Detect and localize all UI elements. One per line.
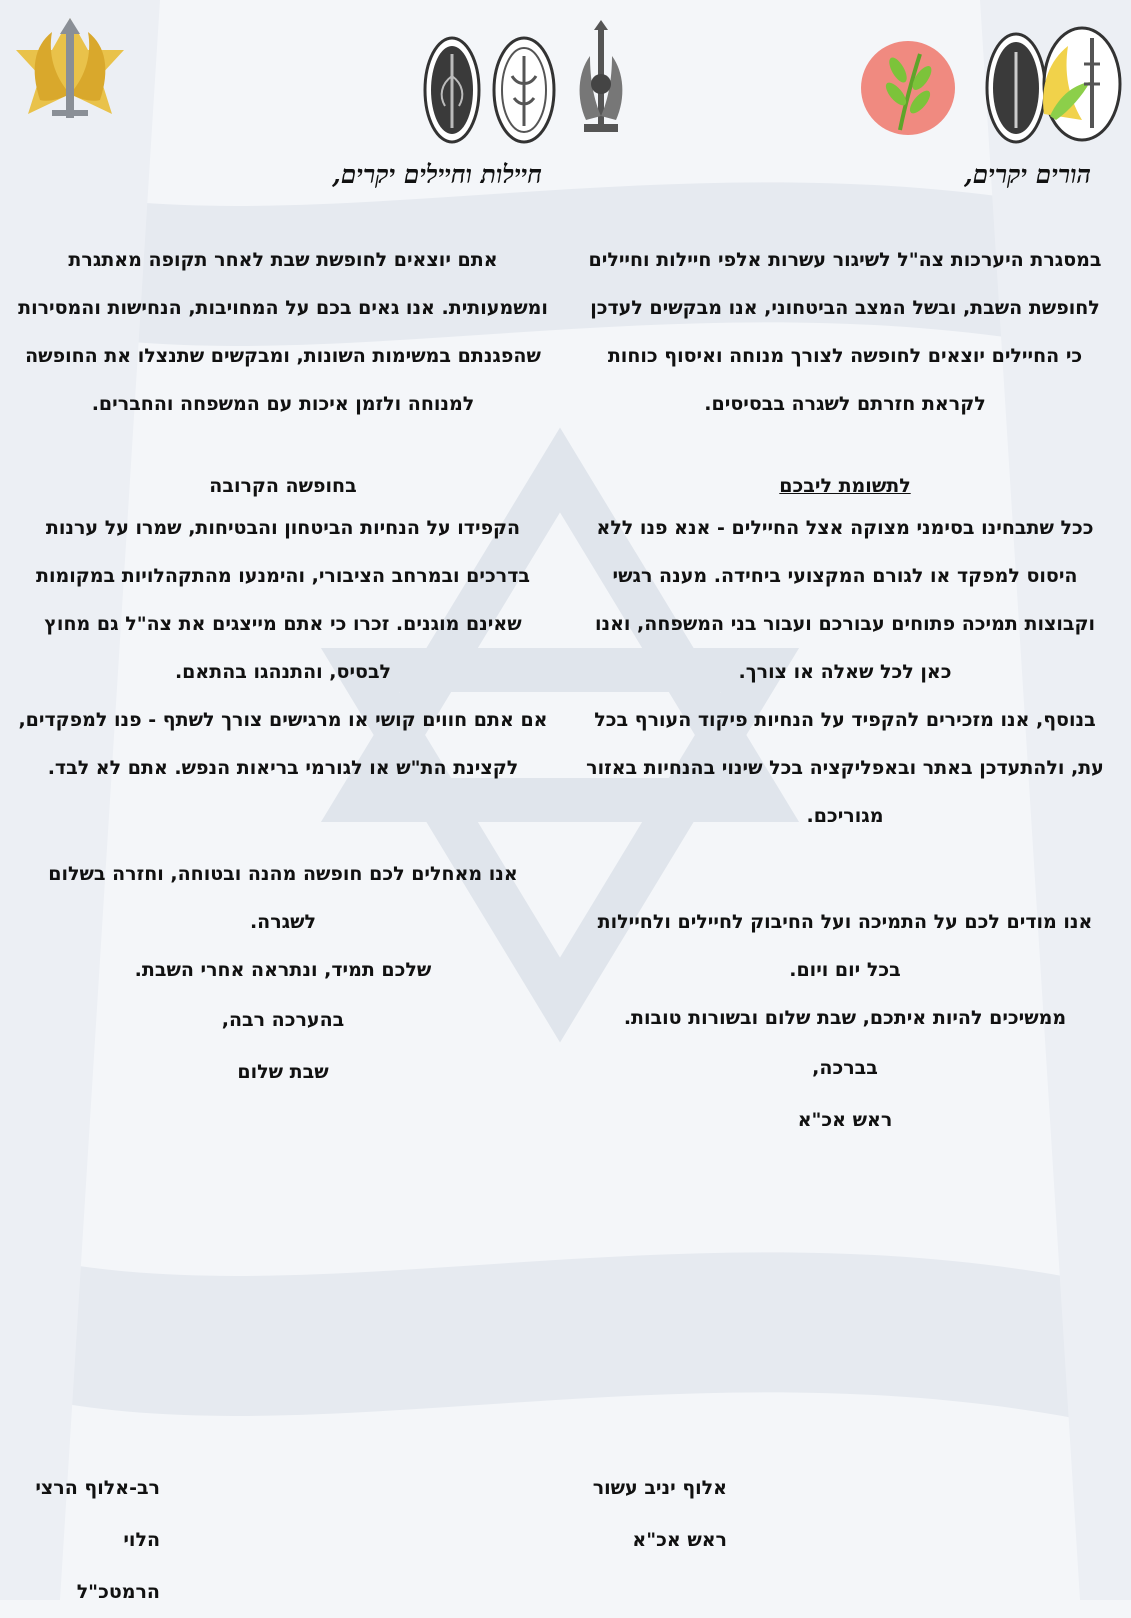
right-letter-sign-line2: ראש אכ"א [797,1109,893,1131]
left-letter-closing2: שלכם תמיד, ונתראה אחרי השבת. [134,959,432,981]
left-letter-sign-line1: בהערכה רבה, [221,1009,345,1031]
left-letter-closing1: אנו מאחלים לכם חופשה מהנה ובטוחה, וחזרה בשלום לשגרה. [48,863,518,933]
idf-emblem-icon [0,10,140,145]
right-letter-intro: במסגרת היערכות צה"ל לשיגור עשרות אלפי חיילות וחיילים לחופשת השבת, ובשל המצב הביטחוני, אנו מבקשים לעדכן כי החיילים יוצאים לחופשה לצורך מנוחה ואיסוף כוחות לקראת חזרתם לשגרה בבסיסים. [588,249,1102,415]
right-letter-body1: ככל שתבחינו בסימני מצוקה אצל החיילים - אנא פנו ללא היסוס למפקד או לגורם המקצועי ביחידה. מענה רגשי וקבוצות תמיכה פתוחים עבורכם ועבור בני המשפחה, ואנו כאן לכל שאלה או צורך. [594,517,1096,683]
right-letter-sign-line1: בברכה, [812,1057,878,1079]
left-letter-subheading: בחופשה הקרובה [209,475,357,497]
unit-emblem-light-icon [492,36,556,144]
right-letter-closing2: ממשיכים להיות איתכם, שבת שלום ובשורות טובות. [623,1007,1067,1029]
right-letter [585,160,1105,1146]
left-letter-intro: אתם יוצאים לחופשת שבת לאחר תקופה מאתגרת ומשמעותית. אנו גאים בכם על המחויבות, הנחישות והמסירות שהפגנתם במשימות השונות, ומבקשים שתנצלו את החופשה למנוחה ולזמן איכות עם המשפחה והחברים. [18,249,548,415]
left-letter-sig-name: רב-אלוף הרצי הלוי [35,1477,160,1551]
right-letter-closing1: אנו מודים לכם על התמיכה ועל החיבוק לחיילים ולחיילות בכל יום ויום. [597,911,1093,981]
right-letter-subheading: לתשומת ליבכם [779,475,911,497]
left-letter-sign-line2: שבת שלום [237,1061,329,1083]
left-letter-heading: חיילות וחיילים יקרים, [332,160,542,189]
unit-emblem-dark-icon [423,36,481,144]
sword-olive-icon [570,20,632,142]
left-letter-body2: אם אתם חווים קושי או מרגישים צורך לשתף - פנו למפקדים, לקצינת הת"ש או לגורמי בריאות הנפש. אתם לא לבד. [18,709,548,779]
left-letter-body1: הקפידו על הנחיות הביטחון והבטיחות, שמרו על ערנות בדרכים ובמרחב הציבורי, והימנעו מהתקהלויות במקומות שאינם מוגנים. זכרו כי אתם מייצגים את צה"ל גם מחוץ לבסיס, והתנהגו בהתאם. [36,517,530,683]
left-letter [18,160,548,1098]
left-letter-signature [30,1462,160,1618]
right-letter-signature [592,1462,727,1566]
olive-branch-red-circle-icon [860,40,956,136]
unit-emblem-yellow-icon [1030,24,1122,144]
left-letter-sig-title: הרמטכ"ל [76,1581,160,1603]
right-letter-sig-title: ראש אכ"א [632,1529,727,1551]
right-letter-body2: בנוסף, אנו מזכירים להקפיד על הנחיות פיקוד העורף בכל עת, ולהתעדכן באתר ובאפליקציה בכל שינוי בהנחיות באזור מגוריכם. [586,709,1104,827]
right-letter-sig-name: אלוף יניב עשור [592,1477,727,1499]
right-letter-heading: הורים יקרים, [964,160,1091,189]
